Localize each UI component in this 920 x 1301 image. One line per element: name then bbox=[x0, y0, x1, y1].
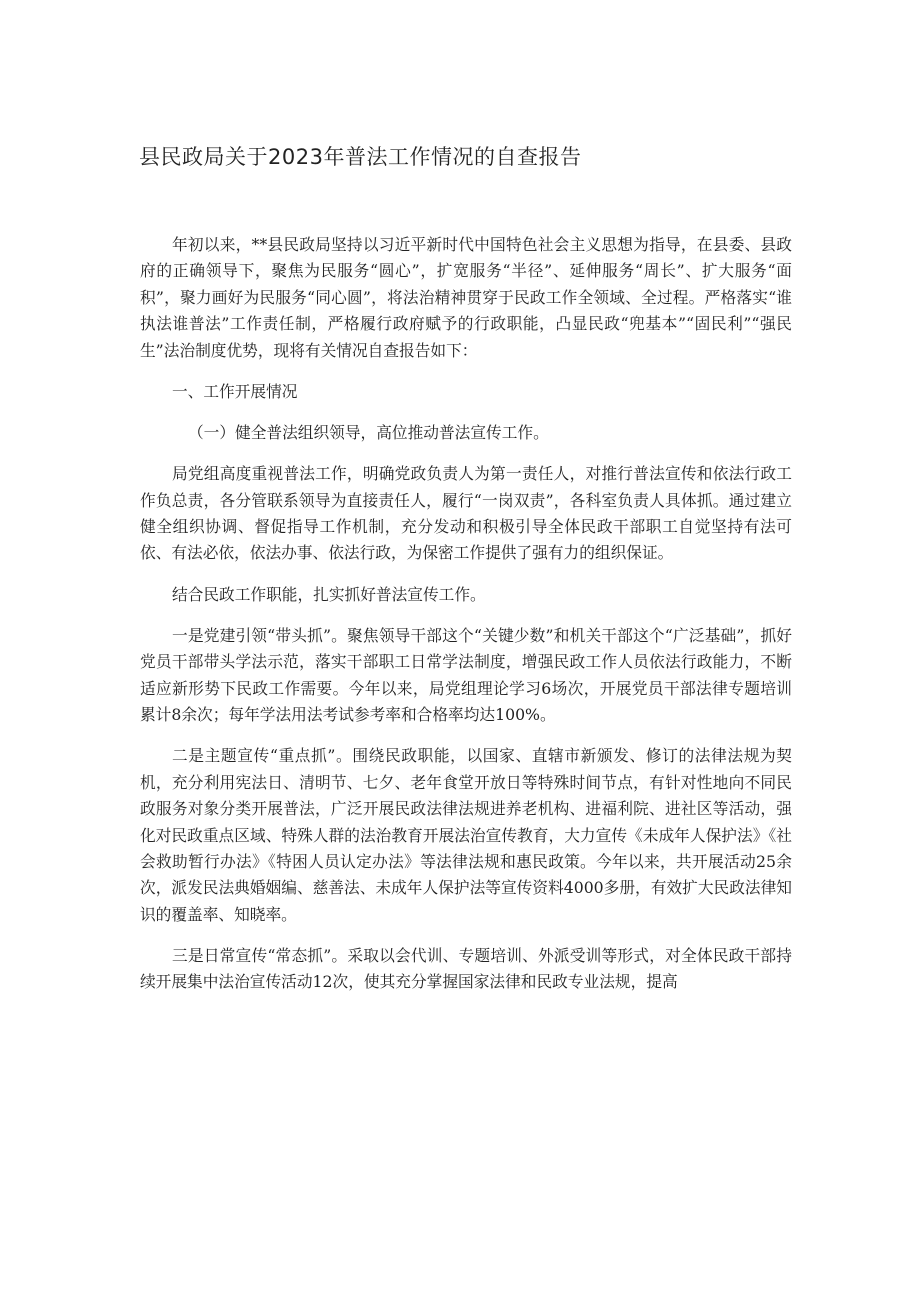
document-body bbox=[140, 232, 792, 1011]
intro-paragraph: 年初以来，**县民政局坚持以习近平新时代中国特色社会主义思想为指导，在县委、县政府的正确领导下，聚焦为民服务“圆心”，扩宽服务“半径”、延伸服务“周长”、扩大服务“面积”，聚力画好为民服务“同心圆”，将法治精神贯穿于民政工作全领域、全过程。严格落实“谁执法谁普法”工作责任制，严格履行政府赋予的行政职能，凸显民政“兜基本”“固民利”“强民生”法治制度优势，现将有关情况自查报告如下： bbox=[140, 235, 792, 360]
subsection-heading: （一）健全普法组织领导，高位推动普法宣传工作。 bbox=[188, 423, 549, 443]
body-paragraph: 一是党建引领“带头抓”。聚焦领导干部这个“关键少数”和机关干部这个“广泛基础”，抓好党员干部带头学法示范，落实干部职工日常学法制度，增强民政工作人员依法行政能力，不断适应新形势下民政工作需要。今年以来，局党组理论学习6场次，开展党员干部法律专题培训累计8余次；每年学法用法考试参考率和合格率均达100%。 bbox=[140, 625, 792, 725]
body-paragraph: 三是日常宣传“常态抓”。采取以会代训、专题培训、外派受训等形式，对全体民政干部持续开展集中法治宣传活动12次，使其充分掌握国家法律和民政专业法规，提高 bbox=[140, 945, 792, 992]
document-title: 县民政局关于2023年普法工作情况的自查报告 bbox=[139, 145, 582, 169]
body-paragraph: 二是主题宣传“重点抓”。围绕民政职能，以国家、直辖市新颁发、修订的法律法规为契机，充分利用宪法日、清明节、七夕、老年食堂开放日等特殊时间节点，有针对性地向不同民政服务对象分类开展普法，广泛开展民政法律法规进养老机构、进福利院、进社区等活动，强化对民政重点区域、特殊人群的法治教育开展法治宣传教育，大力宣传《未成年人保护法》《社会救助暂行办法》《特困人员认定办法》等法律法规和惠民政策。今年以来，共开展活动25余次，派发民法典婚姻编、慈善法、未成年人保护法等宣传资料4000多册，有效扩大民政法律知识的覆盖率、知晓率。 bbox=[140, 746, 792, 924]
body-paragraph: 结合民政工作职能，扎实抓好普法宣传工作。 bbox=[172, 584, 486, 604]
body-paragraph: 局党组高度重视普法工作，明确党政负责人为第一责任人，对推行普法宣传和依法行政工作负总责，各分管联系领导为直接责任人，履行“一岗双责”，各科室负责人具体抓。通过建立健全组织协调、督促指导工作机制，充分发动和积极引导全体民政干部职工自觉坚持有法可依、有法必依，依法办事、依法行政，为保密工作提供了强有力的组织保证。 bbox=[140, 464, 792, 563]
section-heading: 一、工作开展情况 bbox=[172, 381, 298, 401]
